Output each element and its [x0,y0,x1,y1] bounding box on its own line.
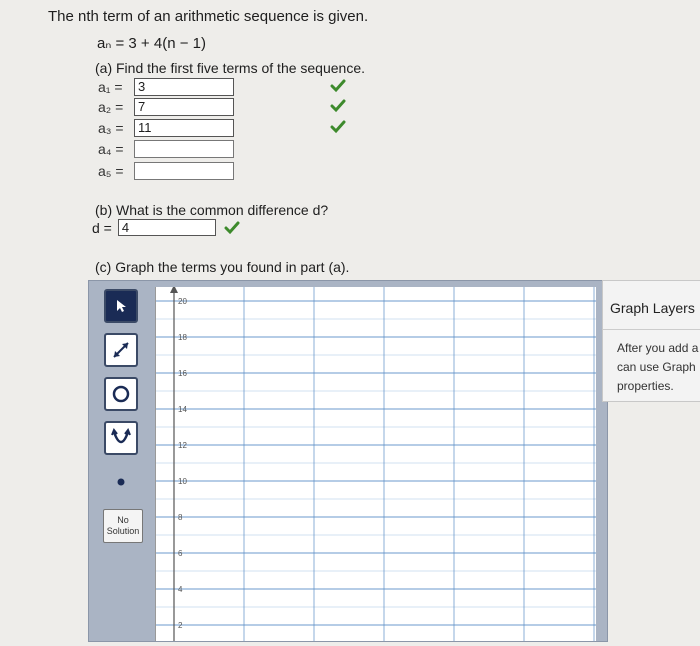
point-tool-icon [110,471,132,493]
common-difference-row [92,219,240,236]
graph-layers-panel [602,280,700,402]
term-row-a2 [98,97,234,117]
graph-grid[interactable] [155,287,596,641]
term-row-a4 [98,139,234,159]
term-label: a₁ = [98,79,123,95]
graph-layers-description: After you add a can use Graph properties. [617,341,699,393]
y-axis-tick-label: 2 [178,621,183,630]
y-axis-tick-label: 14 [178,405,187,414]
line-tool[interactable] [104,333,138,367]
term-label: a₃ = [98,120,124,136]
term-input-a4[interactable] [134,140,234,158]
term-input-a3[interactable]: 11 [134,119,234,137]
divider [603,329,700,330]
common-difference-input[interactable]: 4 [118,219,216,236]
part-a-title: (a) Find the first five terms of the sequence. [95,60,366,76]
term-input-a5[interactable] [134,162,234,180]
y-axis-tick-label: 20 [178,297,187,306]
no-solution-button[interactable]: No Solution [103,509,143,543]
checkmark-icon [224,220,240,236]
y-axis-tick-label: 6 [178,549,183,558]
y-axis-tick-label: 10 [178,477,187,486]
checkmark-icon [330,78,346,94]
y-axis-arrow-icon [170,287,178,293]
y-axis-tick-label: 16 [178,369,187,378]
part-b-title: (b) What is the common difference d? [95,202,329,218]
term-label: a₂ = [98,99,124,115]
parabola-tool-icon [110,427,132,449]
term-row-a3 [98,118,234,138]
term-row-a5 [98,161,234,181]
y-axis-tick-label: 18 [178,333,187,342]
circle-tool[interactable] [104,377,138,411]
problem-prompt: The nth term of an arithmetic sequence is given. [48,8,369,25]
term-input-a2[interactable]: 7 [134,98,234,116]
graph-layers-title: Graph Layers [610,300,695,316]
term-row-a1 [98,77,234,97]
arrow-select-icon [113,298,129,314]
y-axis-tick-label: 12 [178,441,187,450]
line-tool-icon [110,339,132,361]
y-axis-tick-label: 8 [178,513,183,522]
arrow-select-tool[interactable] [104,289,138,323]
term-input-a1[interactable]: 3 [134,78,234,96]
graph-widget [88,280,608,642]
checkmark-icon [330,98,346,114]
point-tool[interactable] [104,465,138,499]
grid-lines [156,287,596,641]
term-label: a₅ = [98,163,124,179]
term-label: a₄ = [98,141,124,157]
circle-tool-icon [110,383,132,405]
y-axis-tick-label: 4 [178,585,183,594]
part-c-title: (c) Graph the terms you found in part (a). [95,259,350,275]
nth-term-formula: aₙ = 3 + 4(n − 1) [97,35,206,52]
checkmark-icon [330,119,346,135]
d-label: d = [92,219,112,236]
graph-toolbar [97,281,149,641]
parabola-tool[interactable] [104,421,138,455]
